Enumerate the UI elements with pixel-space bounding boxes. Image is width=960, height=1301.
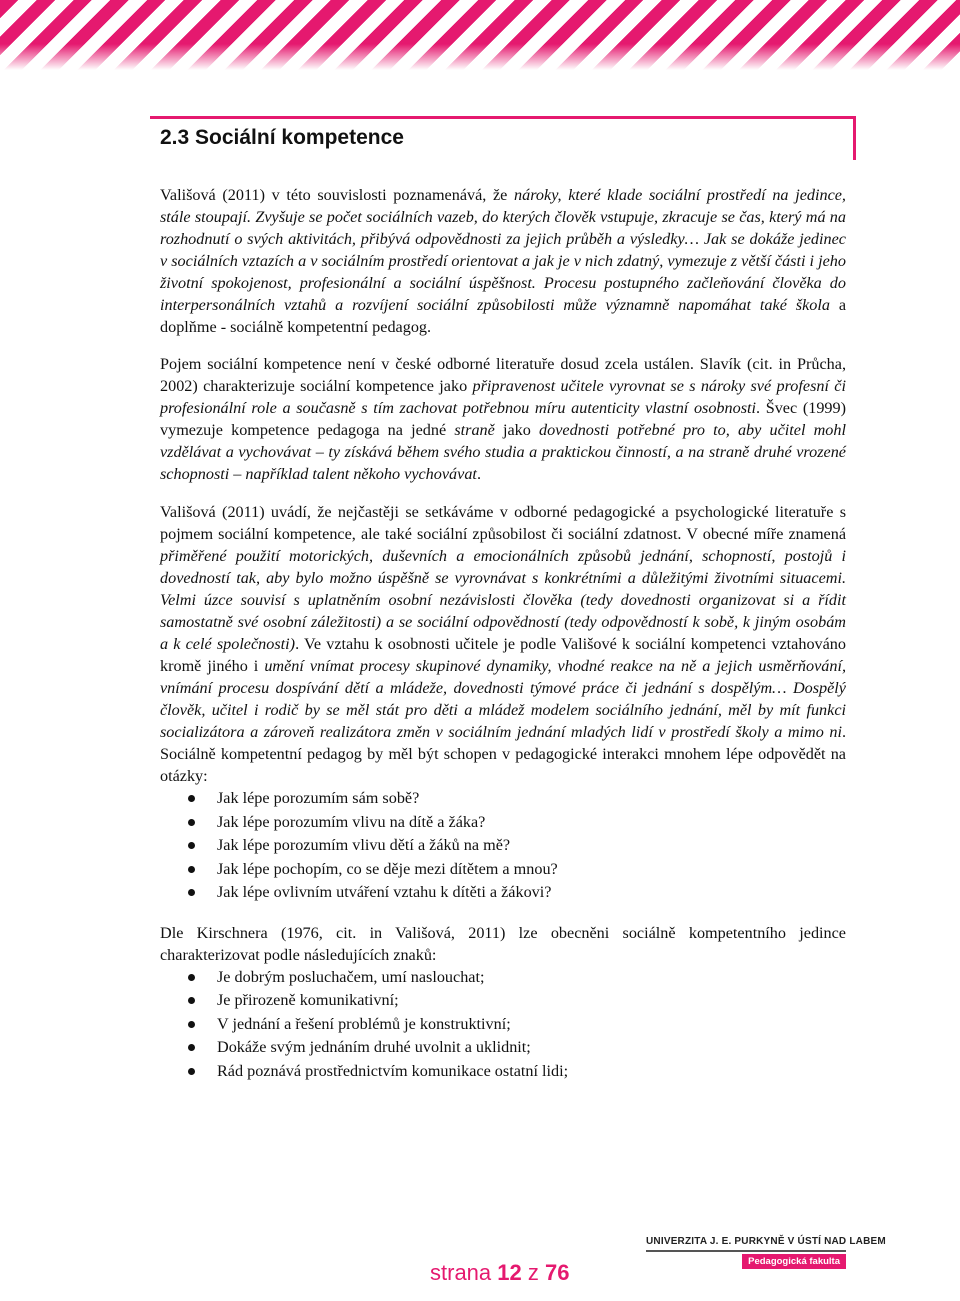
text-run: . Ve vztahu k osobnosti učitele je podle Vališové k sociální kompetenci vztahováno kromě jiného i (160, 635, 846, 675)
list-item: Dokáže svým jednáním druhé uvolnit a uklidnit; (160, 1036, 846, 1060)
current-page: 12 (497, 1260, 522, 1285)
logo-divider (646, 1250, 846, 1252)
paragraph-2 (160, 353, 846, 485)
page-number (430, 1260, 570, 1286)
list-item: Jak lépe porozumím vlivu dětí a žáků na mě? (160, 834, 846, 858)
bullet-icon (188, 1021, 195, 1028)
paragraph-1 (160, 184, 846, 338)
university-logo (646, 1236, 886, 1269)
bullet-icon (188, 795, 195, 802)
text-run: přiměřené použití motorických, duševních a emocionálních způsobů jednání, schopností, postojů i dovedností tak, aby bylo možno úspěšně se vyrovnávat s konkrétními a důležitými životními situacemi. Velmi úzce souvisí s uplatněním osobní nezávislosti člověka (tedy dovednosti organizovat si a řídit samostatně své osobní záležitosti) a se sociální odpovědností (tedy odpovědností k sobě, k jiným osobám a k celé společnosti) (160, 547, 846, 653)
text-run: Dle Kirschnera (1976, cit. in Vališová, 2011) lze obecněni sociálně kompetentního jedince charakterizovat podle následujících znaků: (160, 923, 846, 964)
page-content (160, 184, 846, 1083)
list-item: Je dobrým posluchačem, umí naslouchat; (160, 966, 846, 990)
bullet-icon (188, 819, 195, 826)
list-item: Jak lépe pochopím, co se děje mezi dítětem a mnou? (160, 858, 846, 882)
bullet-icon (188, 842, 195, 849)
questions-list (160, 787, 846, 905)
list-item: Jak lépe ovlivním utváření vztahu k dítěti a žákovi? (160, 881, 846, 905)
list-item: Je přirozeně komunikativní; (160, 989, 846, 1013)
bullet-icon (188, 866, 195, 873)
bullet-icon (188, 974, 195, 981)
bullet-icon (188, 1068, 195, 1075)
total-pages: 76 (545, 1260, 570, 1285)
text-run: straně (454, 421, 495, 439)
text-run: Vališová (2011) v této souvislosti poznamenává, že (160, 186, 515, 204)
list-item: Rád poznává prostřednictvím komunikace ostatní lidi; (160, 1060, 846, 1084)
bullet-icon (188, 889, 195, 896)
text-run: . Sociálně kompetentní pedagog by měl být schopen v pedagogické interakci mnohem lépe odpovědět na otázky: (160, 723, 846, 785)
university-name: UNIVERZITA J. E. PURKYNĚ V ÚSTÍ NAD LABEM (646, 1236, 886, 1247)
text-run: dovednosti potřebné pro to, aby učitel mohl vzdělávat a vychovávat – ty získává během svého studia a praktickou činností, a na straně druhé vrozené schopnosti – například talent někoho vychovávat (160, 421, 846, 483)
page-word: strana (430, 1260, 492, 1285)
bullet-icon (188, 997, 195, 1004)
text-run: umění vnímat procesy skupinové dynamiky, vhodné reakce na ně a jejich usměrňování, vnímání procesu dospívání dětí a mládeže, dovednosti týmové práce či jednání s dospělým… Dospělý člověk, učitel i rodič by se měl stát pro děti a mládež modelem sociálního jednání, měl by mít funkci socializátora a zároveň realizátora změn v sociálním jednání mladých lidí v prostředí školy a mimo ni (160, 657, 846, 741)
faculty-name: Pedagogická fakulta (742, 1254, 846, 1269)
list-item: Jak lépe porozumím sám sobě? (160, 787, 846, 811)
section-heading: 2.3 Sociální kompetence (160, 126, 404, 149)
stripes-fade (0, 44, 960, 70)
page-of: z (527, 1260, 539, 1285)
text-run: Vališová (2011) uvádí, že nejčastěji se setkáváme v odborné pedagogické a psychologické literatuře s pojmem sociální kompetence, ale také sociální způsobilost či sociální zdatnost. V obecné míře znamená (160, 503, 846, 543)
text-run: . Švec (1999) vymezuje kompetence pedagoga na jedné (160, 399, 846, 439)
traits-list (160, 966, 846, 1084)
list-item: V jednání a řešení problémů je konstruktivní; (160, 1013, 846, 1037)
text-run: nároky, které klade sociální prostředí na jedince, stále stoupají. Zvyšuje se počet sociálních vazeb, do kterých člověk vstupuje, zkracuje se čas, který má na rozhodnutí o svých aktivitách, přibývá odpovědnosti za jejich průběh a výsledky… Jak se dokáže jedinec v sociálních vztazích a v sociálním prostředí orientovat a jak je v nich zdatný, vymezuje z větší části i jeho životní spokojenost, profesionální a sociální úspěšnost. Procesu postupného začleňování člověka do interpersonálních vztahů a rozvíjení sociální způsobilosti může významně napomáhat také škola (160, 186, 846, 314)
text-run: připravenost učitele vyrovnat se s nároky své profesní či profesionální role a současně s tím zachovat potřebnou míru autenticity vlastní osobnosti (160, 377, 846, 417)
bullet-icon (188, 1044, 195, 1051)
paragraph-3 (160, 501, 846, 787)
paragraph-4 (160, 922, 846, 966)
list-item: Jak lépe porozumím vlivu na dítě a žáka? (160, 811, 846, 835)
text-run: jako (494, 421, 540, 439)
text-run: a doplňme - sociálně kompetentní pedagog. (160, 296, 846, 336)
text-run: . (476, 465, 481, 483)
text-run: Pojem sociální kompetence není v české odborné literatuře dosud zcela ustálen. Slavík (cit. in Průcha, 2002) charakterizuje sociální kompetence jako (160, 355, 846, 395)
